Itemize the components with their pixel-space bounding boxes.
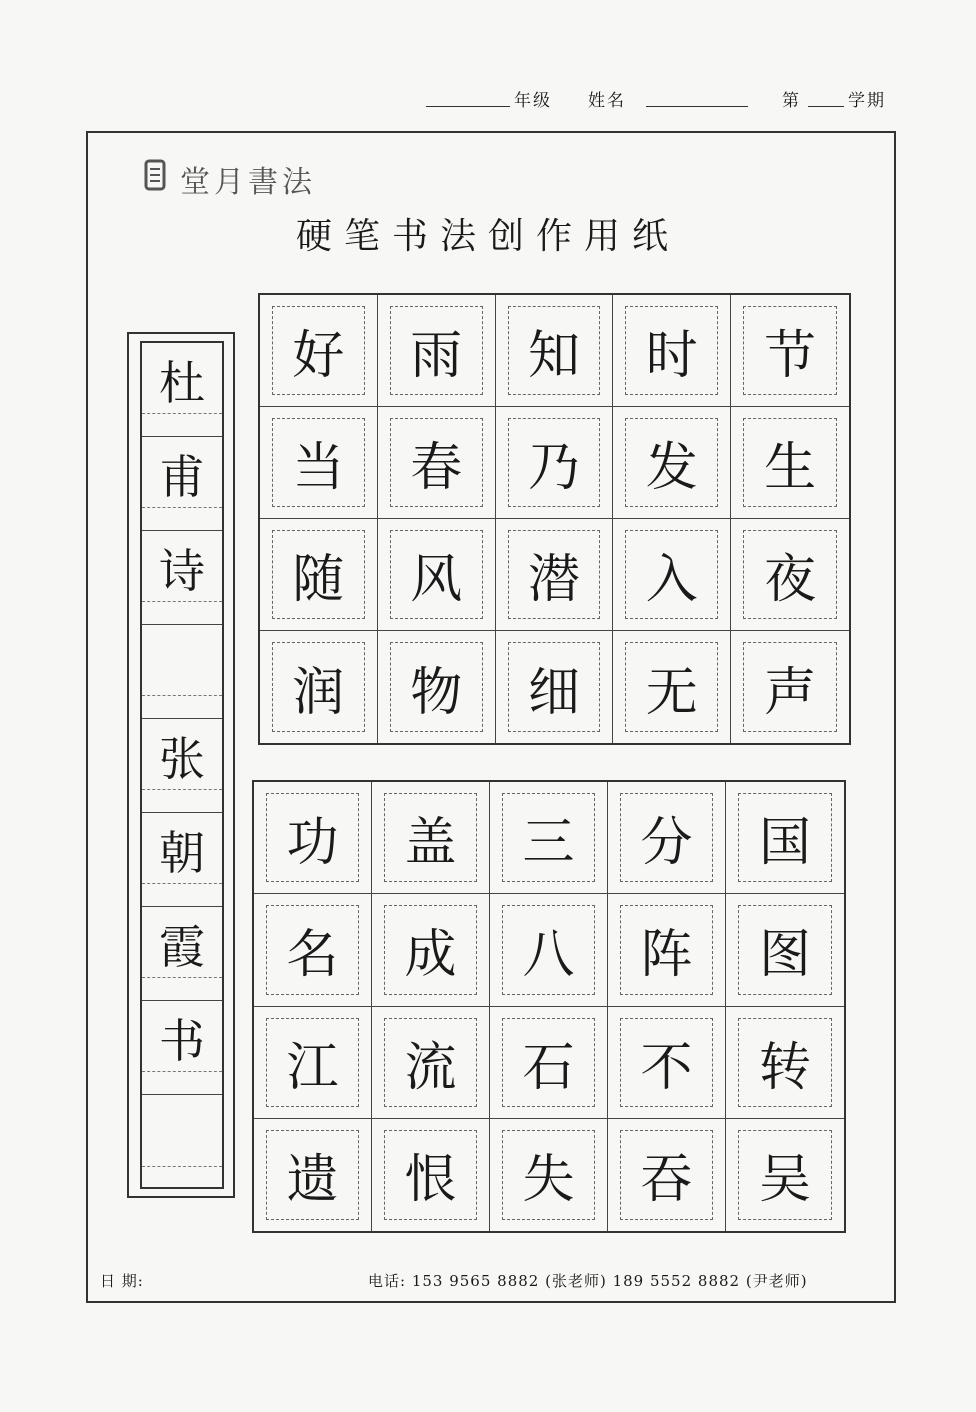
sidebar-char: 书 bbox=[159, 1014, 205, 1068]
grid-char: 转 bbox=[738, 1018, 832, 1107]
sidebar-char: 甫 bbox=[159, 450, 205, 504]
grid-cell[interactable] bbox=[496, 295, 614, 407]
grid-cell[interactable] bbox=[254, 894, 372, 1006]
grid-char: 节 bbox=[743, 306, 837, 395]
sidebar-inner bbox=[140, 341, 224, 1189]
grid-cell[interactable] bbox=[731, 519, 849, 631]
grid-char: 雨 bbox=[390, 306, 483, 395]
grid-char: 功 bbox=[266, 793, 359, 882]
sidebar-guide-line bbox=[142, 789, 222, 790]
grid-cell[interactable] bbox=[372, 1119, 490, 1231]
sidebar-guide-line bbox=[142, 883, 222, 884]
grid-cell[interactable] bbox=[254, 1119, 372, 1231]
sidebar-cell[interactable] bbox=[142, 907, 222, 1001]
grade-blank[interactable] bbox=[426, 106, 510, 107]
grid-cell[interactable] bbox=[608, 1007, 726, 1119]
grid-cell[interactable] bbox=[608, 782, 726, 894]
grid-cell[interactable] bbox=[731, 407, 849, 519]
grid-cell[interactable] bbox=[726, 782, 844, 894]
grid-char: 阵 bbox=[620, 905, 713, 994]
grid-cell[interactable] bbox=[490, 1119, 608, 1231]
sidebar-char: 张 bbox=[159, 732, 205, 786]
contact-info: 电话: 153 9565 8882 (张老师) 189 5552 8882 (尹老师) bbox=[368, 1272, 808, 1290]
grid-char: 失 bbox=[502, 1130, 595, 1220]
grid-cell[interactable] bbox=[260, 295, 378, 407]
brand-logo bbox=[140, 155, 370, 200]
grid-cell[interactable] bbox=[254, 782, 372, 894]
sidebar-char: 朝 bbox=[159, 826, 205, 880]
grid-char: 分 bbox=[620, 793, 713, 882]
grid-cell[interactable] bbox=[254, 1007, 372, 1119]
sidebar-guide-line bbox=[142, 601, 222, 602]
grade-label: 年级 bbox=[514, 91, 552, 111]
poem-grid-1 bbox=[258, 293, 851, 745]
grid-char: 无 bbox=[625, 642, 718, 732]
sidebar-char: 杜 bbox=[159, 356, 205, 410]
grid-cell[interactable] bbox=[726, 894, 844, 1006]
grid-cell[interactable] bbox=[613, 631, 731, 743]
grid-char: 名 bbox=[266, 905, 359, 994]
sidebar-cell[interactable] bbox=[142, 437, 222, 531]
grid-char: 遗 bbox=[266, 1130, 359, 1220]
page-title: 硬笔书法创作用纸 bbox=[295, 216, 680, 257]
grid-char: 好 bbox=[272, 306, 365, 395]
sidebar-char: 诗 bbox=[159, 544, 205, 598]
grid-cell[interactable] bbox=[372, 1007, 490, 1119]
grid-char: 入 bbox=[625, 530, 718, 619]
sidebar-guide-line bbox=[142, 1071, 222, 1072]
grid-cell[interactable] bbox=[490, 1007, 608, 1119]
date-label: 日 期: bbox=[100, 1272, 144, 1290]
grid-char: 不 bbox=[620, 1018, 713, 1107]
grid-cell[interactable] bbox=[731, 295, 849, 407]
grid-char: 八 bbox=[502, 905, 595, 994]
grid-cell[interactable] bbox=[613, 295, 731, 407]
sidebar-guide-line bbox=[142, 695, 222, 696]
grid-cell[interactable] bbox=[731, 631, 849, 743]
grid-char: 时 bbox=[625, 306, 718, 395]
grid-cell[interactable] bbox=[260, 631, 378, 743]
grid-char: 春 bbox=[390, 418, 483, 507]
name-label: 姓名 bbox=[588, 91, 626, 111]
grid-char: 流 bbox=[384, 1018, 477, 1107]
poem-grid-2 bbox=[252, 780, 846, 1233]
sidebar-guide-line bbox=[142, 413, 222, 414]
term-prefix: 第 bbox=[782, 91, 801, 111]
grid-cell[interactable] bbox=[260, 407, 378, 519]
grid-cell[interactable] bbox=[260, 519, 378, 631]
sidebar-guide-line bbox=[142, 507, 222, 508]
grid-cell[interactable] bbox=[378, 631, 496, 743]
grid-cell[interactable] bbox=[372, 782, 490, 894]
grid-char: 石 bbox=[502, 1018, 595, 1107]
grid-char: 恨 bbox=[384, 1130, 477, 1220]
grid-char: 随 bbox=[272, 530, 365, 619]
grid-cell[interactable] bbox=[496, 519, 614, 631]
sidebar-cell[interactable] bbox=[142, 1095, 222, 1189]
grid-cell[interactable] bbox=[608, 1119, 726, 1231]
seal-icon bbox=[140, 157, 174, 193]
grid-char: 生 bbox=[743, 418, 837, 507]
term-blank[interactable] bbox=[808, 106, 844, 107]
sidebar-cell[interactable] bbox=[142, 1001, 222, 1095]
grid-char: 吞 bbox=[620, 1130, 713, 1220]
grid-cell[interactable] bbox=[613, 407, 731, 519]
grid-char: 夜 bbox=[743, 530, 837, 619]
grid-cell[interactable] bbox=[496, 631, 614, 743]
grid-char: 三 bbox=[502, 793, 595, 882]
grid-cell[interactable] bbox=[608, 894, 726, 1006]
sidebar-cell[interactable] bbox=[142, 719, 222, 813]
grid-char: 当 bbox=[272, 418, 365, 507]
grid-char: 物 bbox=[390, 642, 483, 732]
grid-char: 国 bbox=[738, 793, 832, 882]
grid-cell[interactable] bbox=[726, 1007, 844, 1119]
grid-char: 润 bbox=[272, 642, 365, 732]
grid-cell[interactable] bbox=[496, 407, 614, 519]
grid-char: 成 bbox=[384, 905, 477, 994]
grid-cell[interactable] bbox=[613, 519, 731, 631]
grid-cell[interactable] bbox=[378, 519, 496, 631]
sidebar-char: 霞 bbox=[159, 920, 205, 974]
grid-cell[interactable] bbox=[378, 295, 496, 407]
grid-char: 江 bbox=[266, 1018, 359, 1107]
grid-char: 盖 bbox=[384, 793, 477, 882]
term-suffix: 学期 bbox=[848, 91, 886, 111]
grid-char: 声 bbox=[743, 642, 837, 732]
grid-cell[interactable] bbox=[726, 1119, 844, 1231]
grid-char: 吴 bbox=[738, 1130, 832, 1220]
grid-char: 潜 bbox=[508, 530, 601, 619]
grid-cell[interactable] bbox=[378, 407, 496, 519]
grid-char: 乃 bbox=[508, 418, 601, 507]
grid-char: 细 bbox=[508, 642, 601, 732]
sidebar-cell[interactable] bbox=[142, 531, 222, 625]
brand-text: 堂月書法 bbox=[180, 165, 316, 200]
sidebar-cell[interactable] bbox=[142, 343, 222, 437]
sidebar-column bbox=[127, 332, 235, 1198]
grid-char: 图 bbox=[738, 905, 832, 994]
grid-cell[interactable] bbox=[490, 782, 608, 894]
header bbox=[0, 86, 976, 114]
name-blank[interactable] bbox=[646, 106, 748, 107]
grid-char: 知 bbox=[508, 306, 601, 395]
grid-char: 风 bbox=[390, 530, 483, 619]
sidebar-cell[interactable] bbox=[142, 813, 222, 907]
grid-cell[interactable] bbox=[372, 894, 490, 1006]
sidebar-guide-line bbox=[142, 977, 222, 978]
grid-cell[interactable] bbox=[490, 894, 608, 1006]
sidebar-cell[interactable] bbox=[142, 625, 222, 719]
grid-char: 发 bbox=[625, 418, 718, 507]
sidebar-guide-line bbox=[142, 1166, 222, 1167]
